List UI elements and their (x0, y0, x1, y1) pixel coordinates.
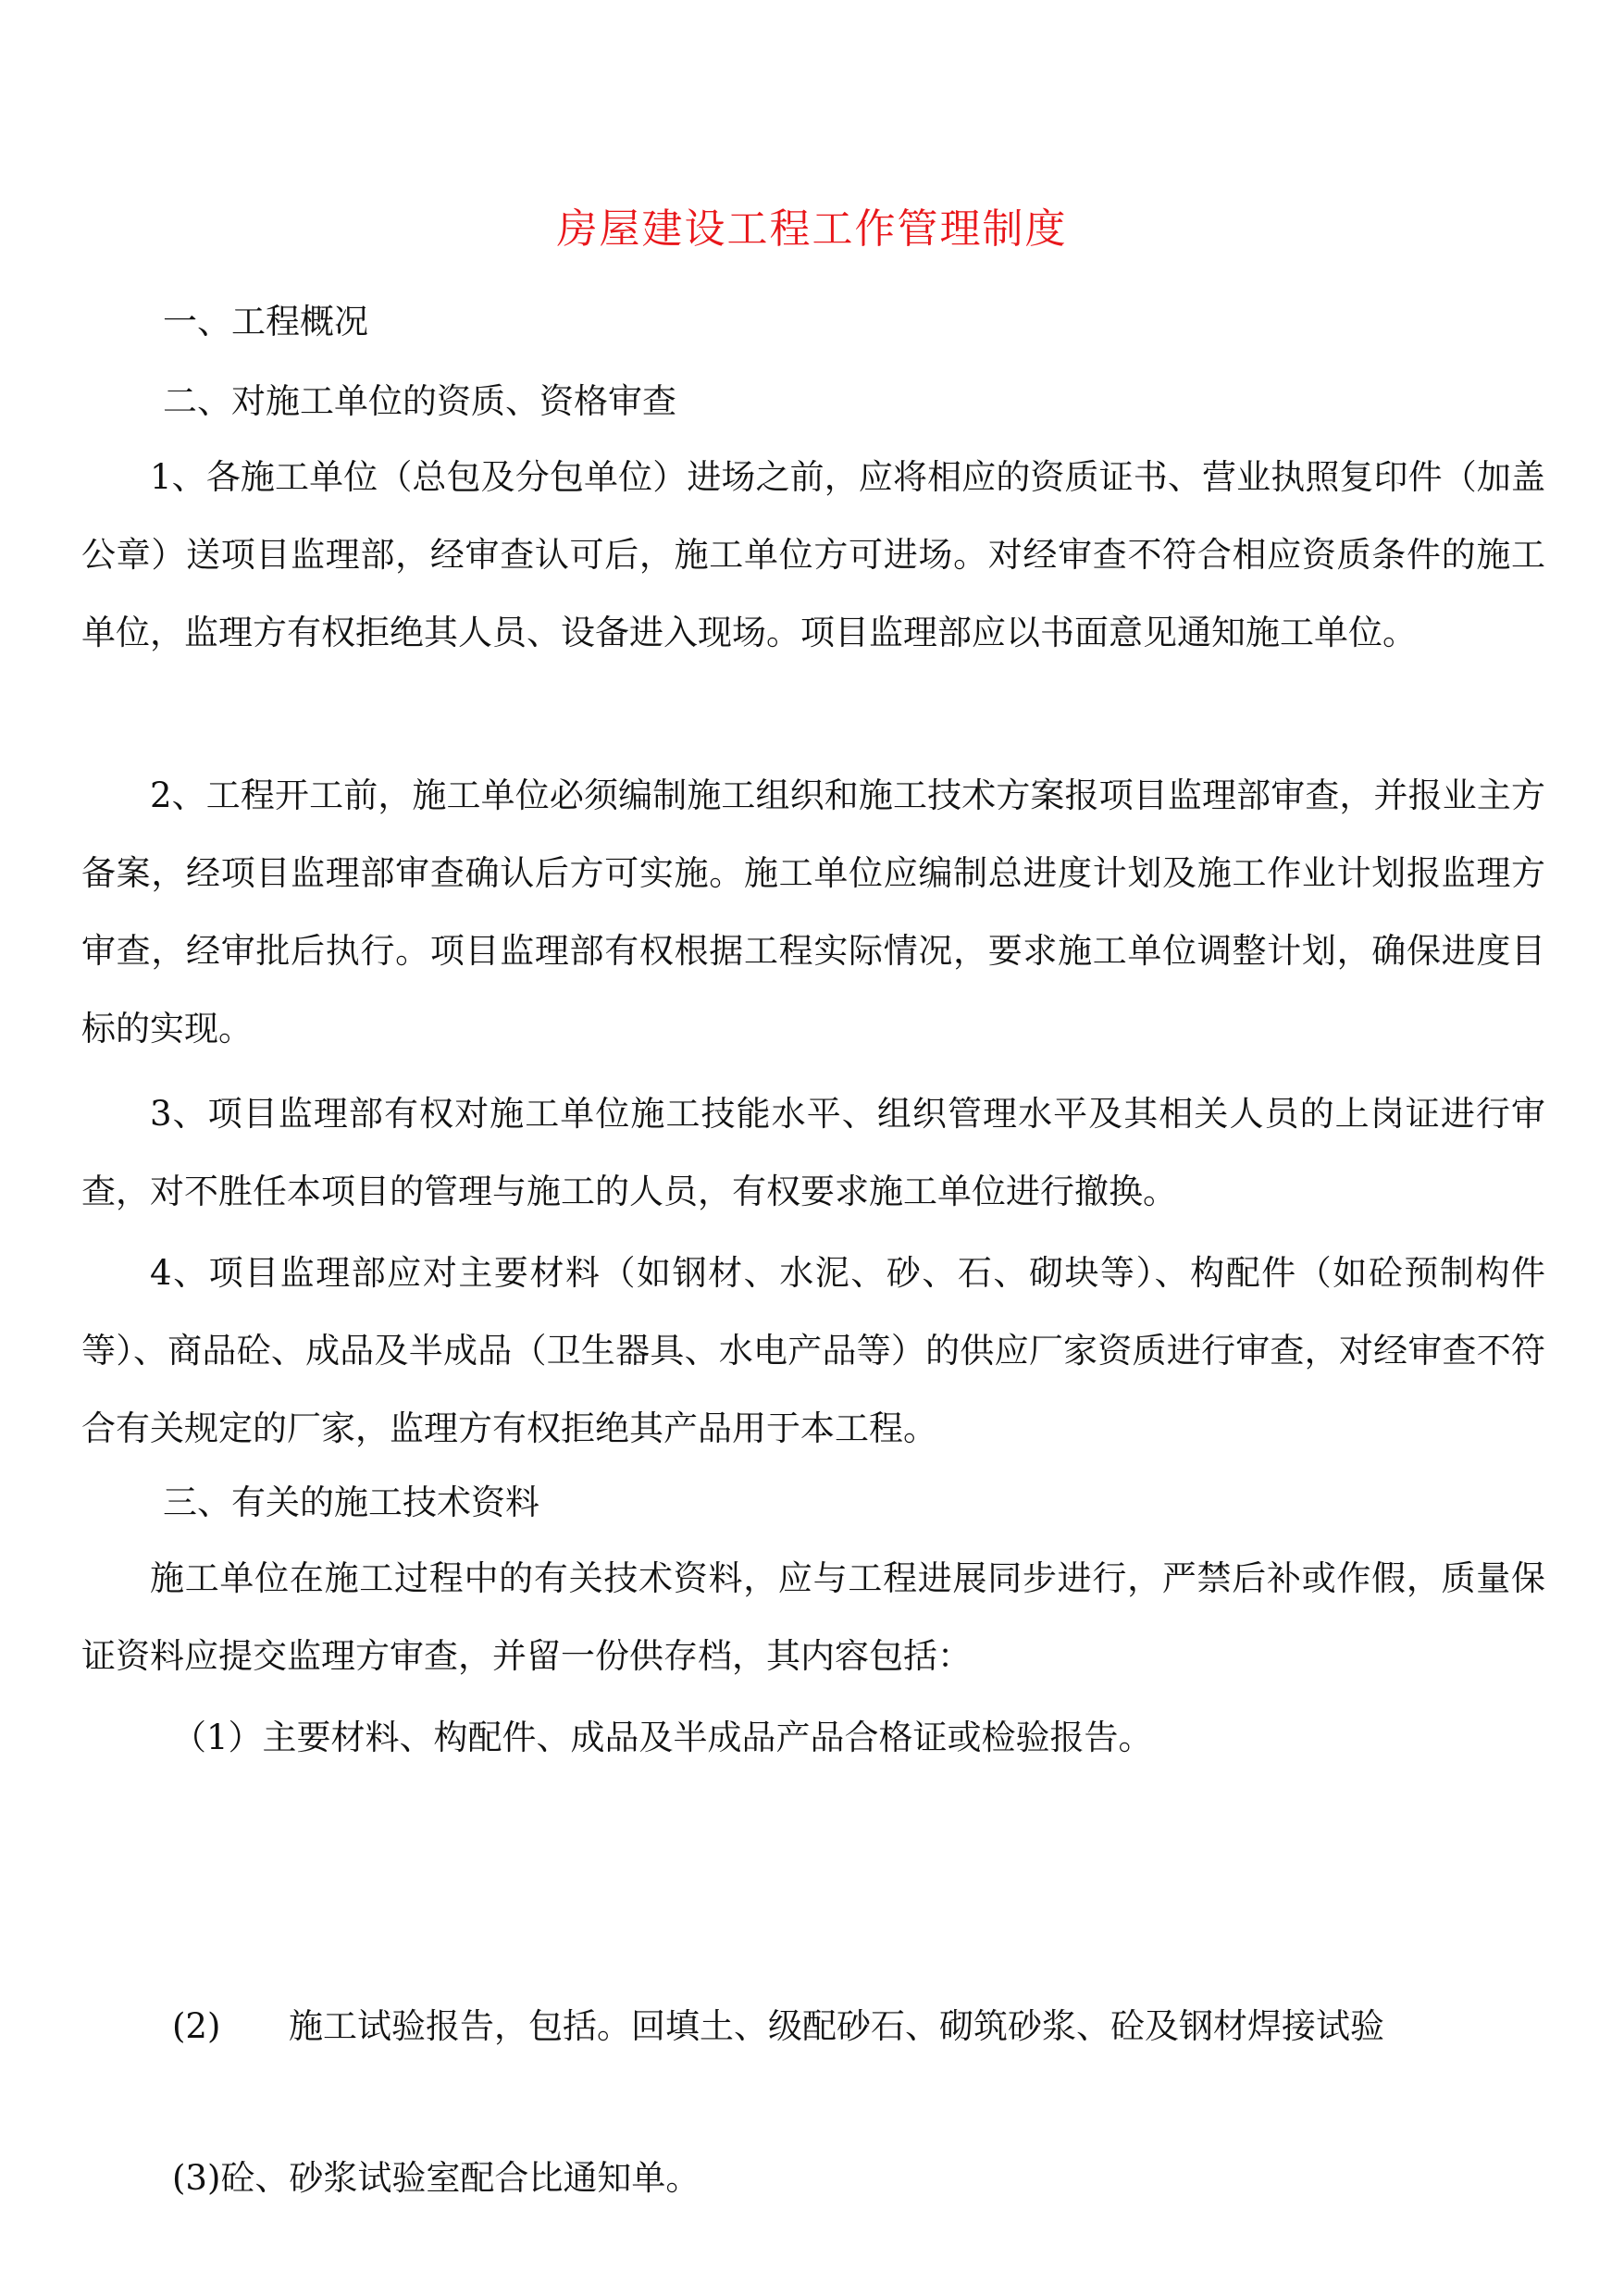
section-heading-qualification: 二、对施工单位的资质、资格审查 (163, 381, 676, 421)
paragraph-4: 4、项目监理部应对主要材料（如钢材、水泥、砂、石、砌块等）、构配件（如砼预制构件等）、商品砼、成品及半成品（卫生器具、水电产品等）的供应厂家资质进行审查，对经审查不符合有关规定的厂家，监理方有权拒绝其产品用于本工程。 (81, 1253, 1545, 1448)
list-item-1: （1）主要材料、构配件、成品及半成品产品合格证或检验报告。 (172, 1718, 1153, 1757)
list-item-2-text: 施工试验报告，包括。回填土、级配砂石、砌筑砂浆、砼及钢材焊接试验 (289, 2006, 1384, 2046)
list-item-2-label: (2) (172, 2006, 221, 2046)
document-title: 房屋建设工程工作管理制度 (556, 205, 1068, 253)
paragraph-3: 3、项目监理部有权对施工单位施工技能水平、组织管理水平及其相关人员的上岗证进行审查，对不胜任本项目的管理与施工的人员，有权要求施工单位进行撤换。 (81, 1094, 1545, 1211)
paragraph-2: 2、工程开工前，施工单位必须编制施工组织和施工技术方案报项目监理部审查，并报业主方备案，经项目监理部审查确认后方可实施。施工单位应编制总进度计划及施工作业计划报监理方审查，经审批后执行。项目监理部有权根据工程实际情况，要求施工单位调整计划，确保进度目标的实现。 (81, 775, 1545, 1048)
list-item-3: (3)砼、砂浆试验室配合比通知单。 (172, 2158, 700, 2198)
section-heading-technical-docs: 三、有关的施工技术资料 (163, 1482, 539, 1522)
paragraph-1: 1、各施工单位（总包及分包单位）进场之前，应将相应的资质证书、营业执照复印件（加盖公章）送项目监理部，经审查认可后，施工单位方可进场。对经审查不符合相应资质条件的施工单位，监理方有权拒绝其人员、设备进入现场。项目监理部应以书面意见通知施工单位。 (81, 457, 1545, 652)
paragraph-5: 施工单位在施工过程中的有关技术资料，应与工程进展同步进行，严禁后补或作假，质量保证资料应提交监理方审查，并留一份供存档，其内容包括： (81, 1558, 1545, 1676)
list-item-2 (172, 1999, 1384, 2054)
section-heading-overview: 一、工程概况 (163, 302, 368, 341)
